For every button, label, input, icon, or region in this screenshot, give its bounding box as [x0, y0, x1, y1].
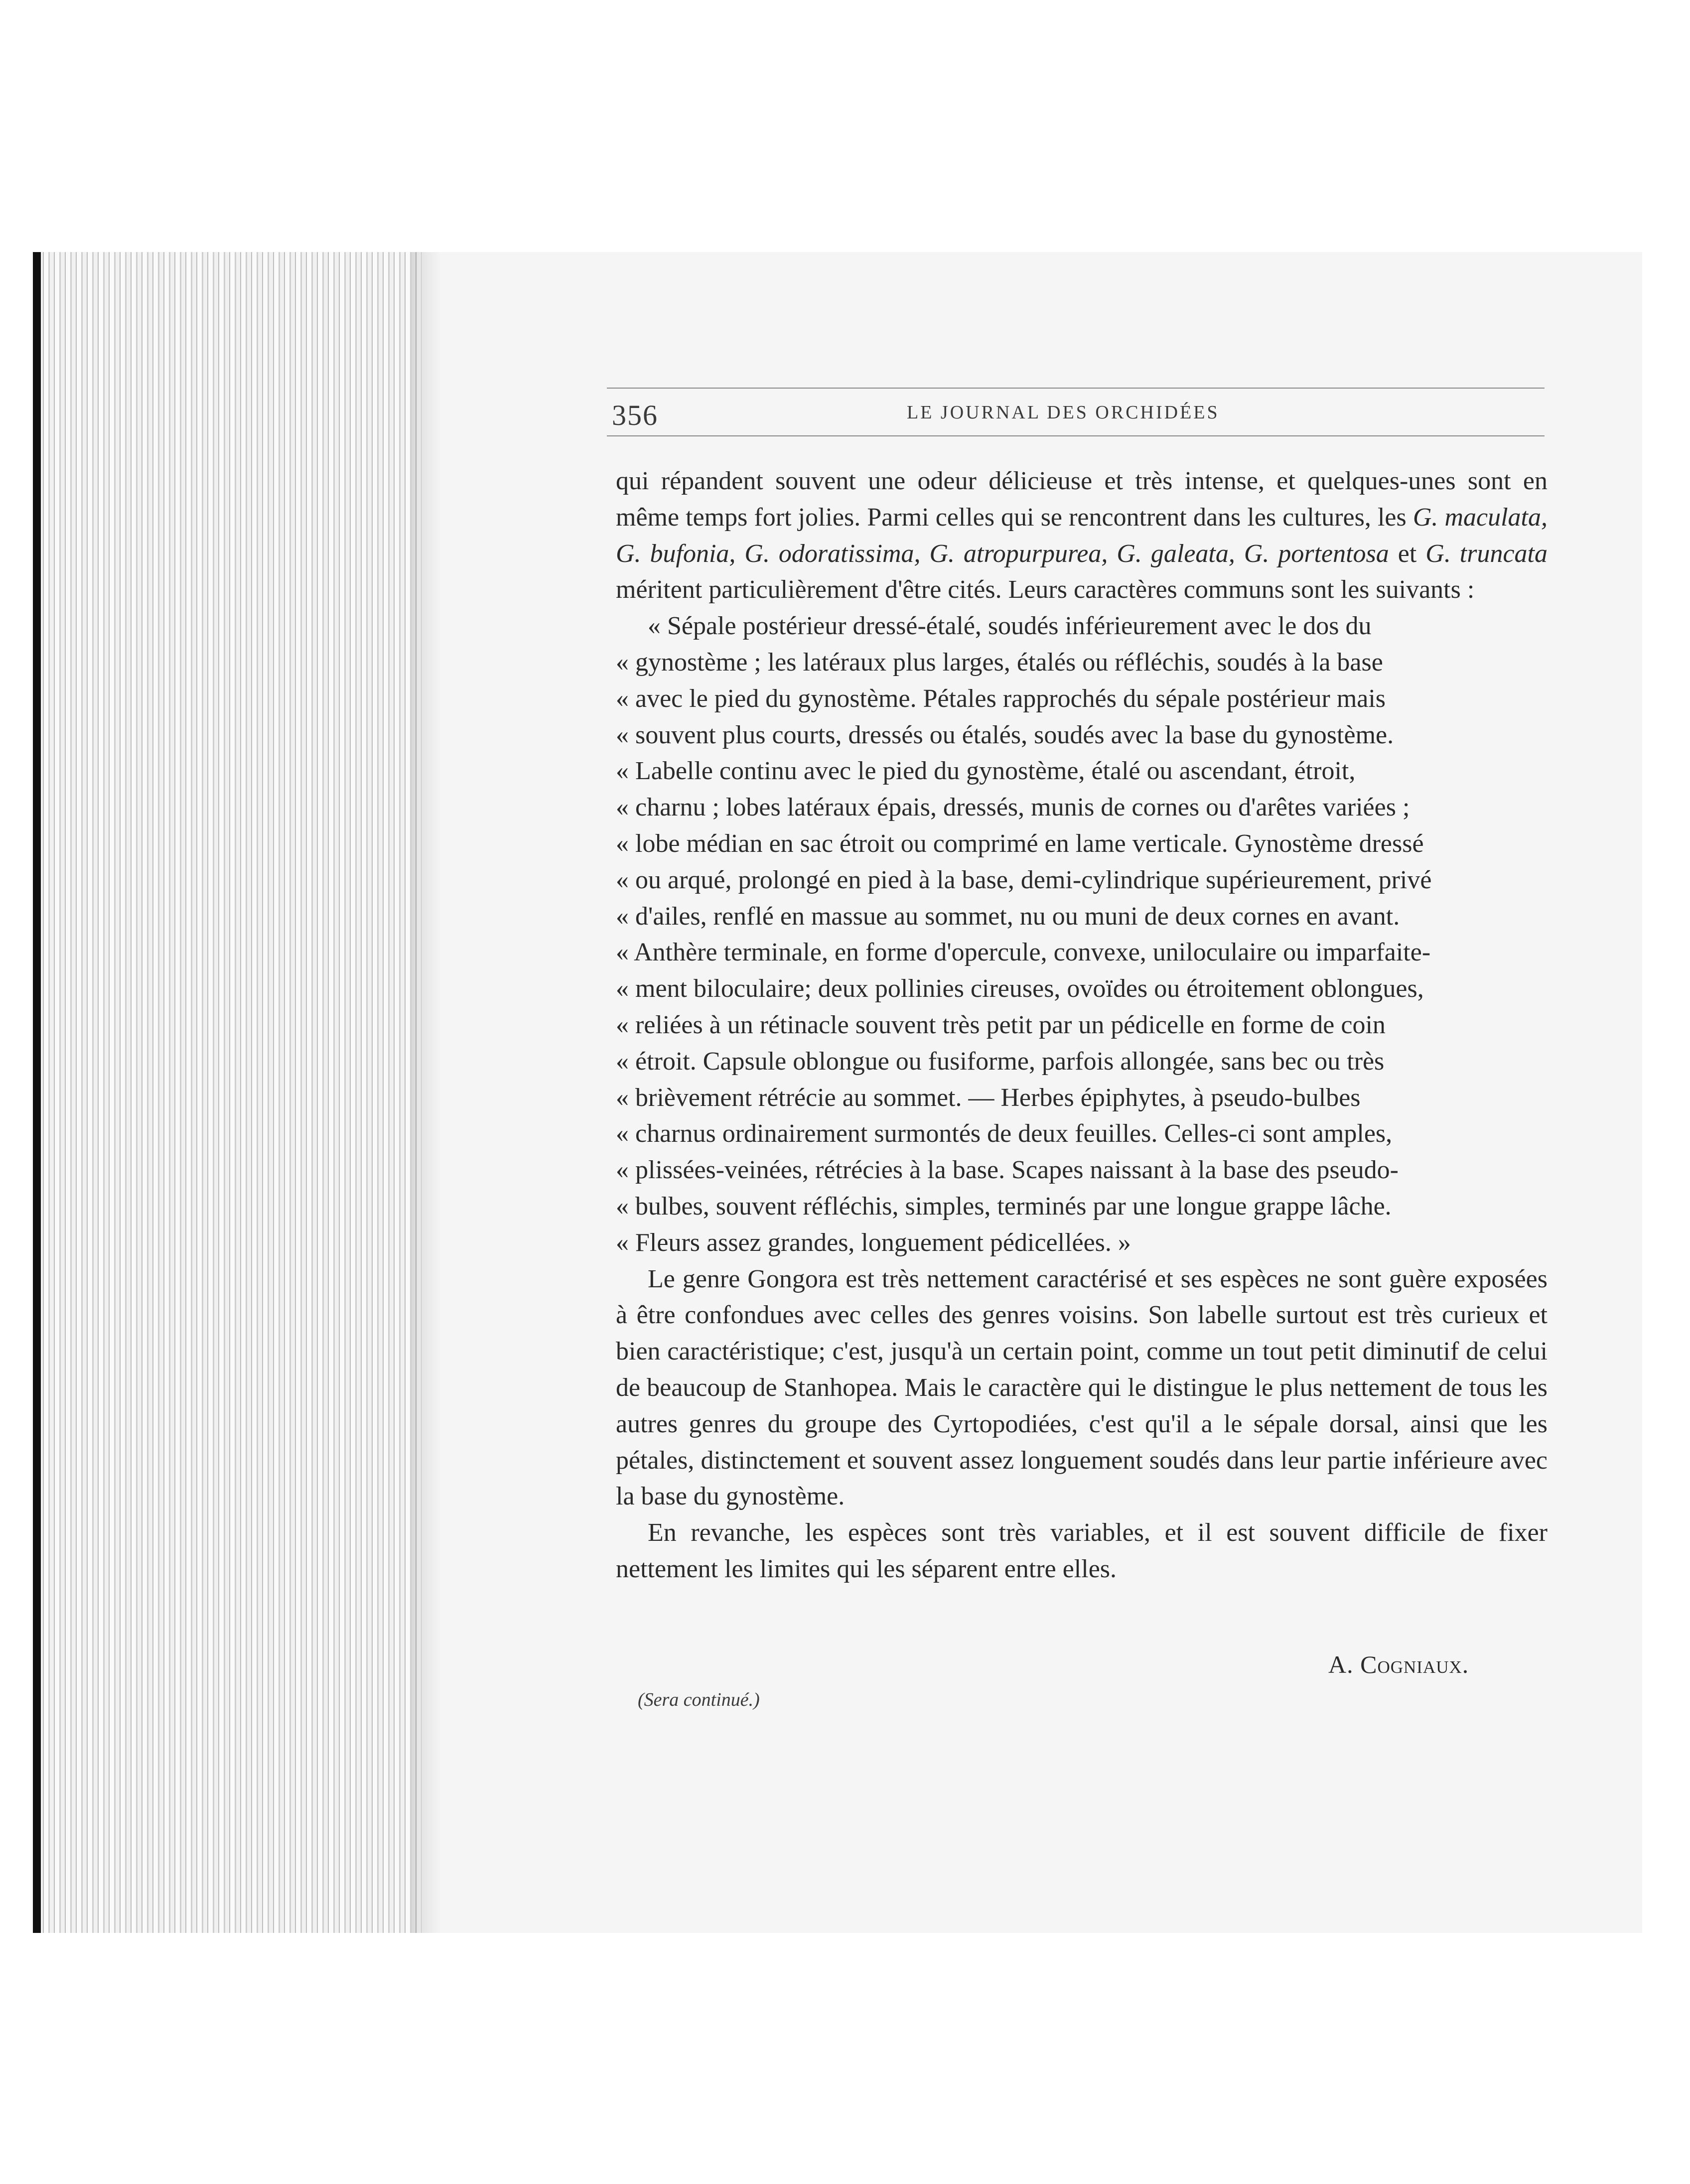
- quote-line: « plissées-veinées, rétrécies à la base. Scapes naissant à la base des pseudo-: [616, 1156, 1399, 1185]
- quote-line: « Labelle continu avec le pied du gynostème, étalé ou ascendant, étroit,: [616, 757, 1356, 786]
- quote-line: « ou arqué, prolongé en pied à la base, demi-cylindrique supérieurement, privé: [616, 865, 1432, 894]
- quote-line: « ment biloculaire; deux pollinies cireuses, ovoïdes ou étroitement oblongues,: [616, 974, 1424, 1003]
- page-edges: [33, 252, 422, 1933]
- quote-line: « gynostème ; les latéraux plus larges, étalés ou réfléchis, soudés à la base: [616, 648, 1383, 677]
- quote-line: « Sépale postérieur dressé-étalé, soudés inférieurement avec le dos du: [648, 612, 1372, 641]
- running-head: LE JOURNAL DES ORCHIDÉES: [907, 402, 1220, 423]
- gutter-shadow: [412, 252, 441, 1933]
- continued-note: (Sera continué.): [638, 1689, 760, 1710]
- quote-line: « reliées à un rétinacle souvent très petit par un pédicelle en forme de coin: [616, 1010, 1386, 1039]
- page-number: 356: [612, 399, 658, 431]
- quote-line: « brièvement rétrécie au sommet. — Herbes épiphytes, à pseudo-bulbes: [616, 1083, 1361, 1112]
- header-rule-bottom: [607, 435, 1545, 436]
- paragraph-3: Le genre Gongora est très nettement caractérisé et ses espèces ne sont guère exposées à être confondues avec celles des genres voisins. Son labelle surtout est très curieux et bien caractéristique; c'est, jusqu'à un certain point, comme un tout petit diminutif de celui de beaucoup de Stanhopea. Mais le caractère qui le distingue le plus nettement de tous les autres genres du groupe des Cyrtopodiées, c'est qu'il a le sépale dorsal, ainsi que les pétales, distinctement et souvent assez longuement soudés dans leur partie inférieure avec la base du gynostème.: [616, 1264, 1548, 1511]
- quote-line: « bulbes, souvent réfléchis, simples, terminés par une longue grappe lâche.: [616, 1192, 1392, 1221]
- binding-edge: [33, 252, 41, 1933]
- author-signature: A. Cogniaux.: [1328, 1650, 1469, 1678]
- quote-line: « Anthère terminale, en forme d'opercule, convexe, uniloculaire ou imparfaite-: [616, 938, 1431, 967]
- paragraph-1: qui répandent souvent une odeur délicieuse et très intense, et quelques-unes sont en même temps fort jolies. Parmi celles qui se rencontrent dans les cultures, les G. maculata, G. bufonia, G. odoratissima, G. atropurpurea, G. galeata, G. portentosa et G. truncata méritent particulièrement d'être cités. Leurs caractères communs sont les suivants :: [616, 467, 1548, 604]
- quoted-description: [616, 608, 1548, 1261]
- text-block: [616, 463, 1548, 1588]
- quote-line: « charnu ; lobes latéraux épais, dressés, munis de cornes ou d'arêtes variées ;: [616, 793, 1410, 822]
- species-list: G. maculata, G. bufonia, G. odoratissima, G. atropurpurea, G. galeata, G. portentosa: [616, 503, 1548, 568]
- quote-line: « d'ailes, renflé en massue au sommet, nu ou muni de deux cornes en avant.: [616, 902, 1400, 931]
- quote-line: « étroit. Capsule oblongue ou fusiforme, parfois allongée, sans bec ou très: [616, 1047, 1385, 1076]
- paragraph-4: En revanche, les espèces sont très variables, et il est souvent difficile de fixer nettement les limites qui les séparent entre elles.: [616, 1518, 1548, 1583]
- quote-line: « souvent plus courts, dressés ou étalés, soudés avec la base du gynostème.: [616, 720, 1394, 749]
- quote-line: « Fleurs assez grandes, longuement pédicellées. »: [616, 1228, 1131, 1257]
- species-truncata: G. truncata: [1425, 539, 1548, 568]
- header-rule-top: [607, 388, 1545, 389]
- quote-line: « lobe médian en sac étroit ou comprimé en lame verticale. Gynostème dressé: [616, 829, 1424, 858]
- quote-line: « avec le pied du gynostème. Pétales rapprochés du sépale postérieur mais: [616, 684, 1386, 713]
- quote-line: « charnus ordinairement surmontés de deux feuilles. Celles-ci sont amples,: [616, 1119, 1393, 1148]
